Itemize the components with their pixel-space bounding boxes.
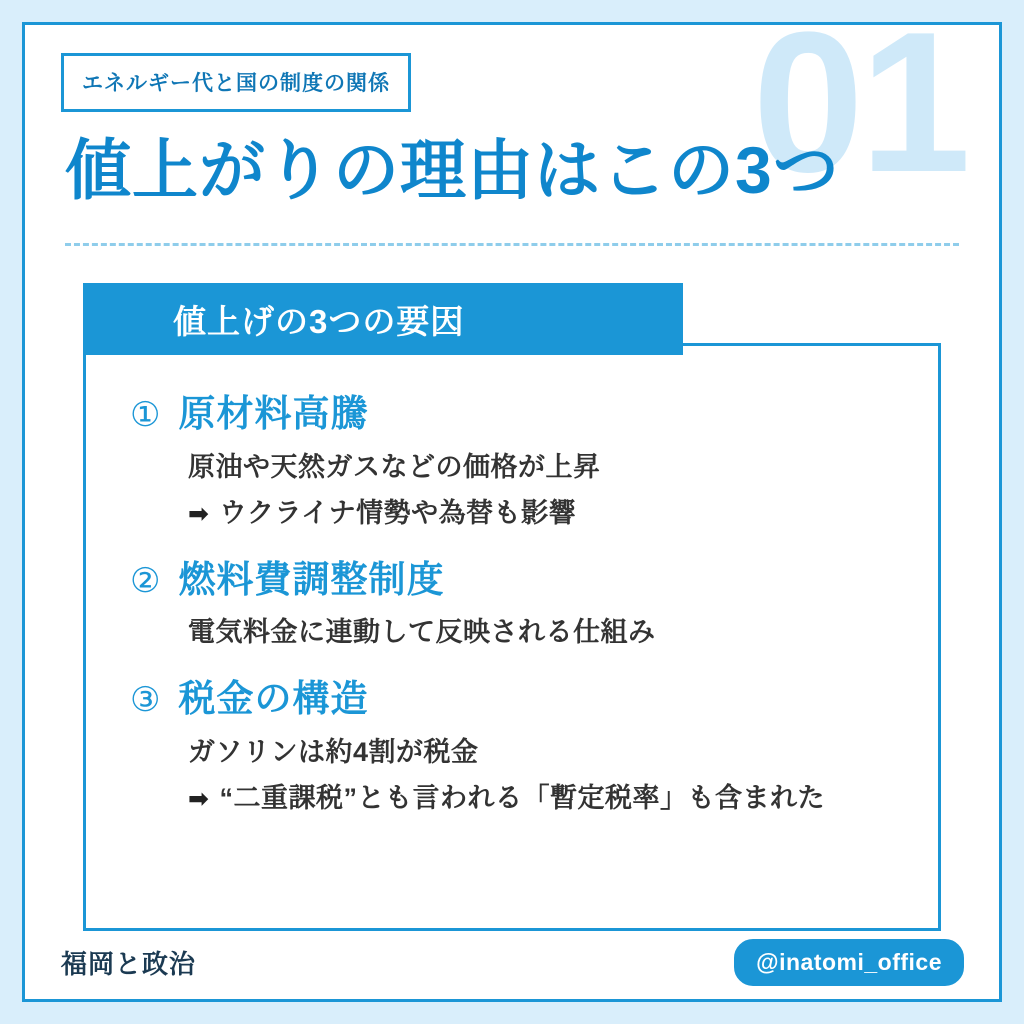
list-item-title: 原材料高騰 [178, 393, 369, 434]
list-item-line: 原油や天然ガスなどの価格が上昇 [188, 451, 601, 482]
factors-panel [83, 343, 941, 931]
list-item-title: 税金の構造 [178, 677, 369, 719]
list-item-subline [188, 778, 898, 819]
list-item-line: ガソリンは約4割が税金 [188, 736, 479, 767]
title-divider [65, 243, 959, 246]
list-item-subline [188, 493, 898, 534]
eyebrow-label: エネルギー代と国の制度の関係 [61, 53, 411, 112]
list-item [130, 394, 898, 534]
list-item [130, 560, 898, 653]
footer-brand: 福岡と政治 [61, 949, 197, 979]
page-title: 値上がりの理由はこの3つ [65, 133, 840, 207]
panel-header-label: 値上げの3つの要因 [173, 302, 465, 340]
list-item-head [130, 394, 898, 435]
list-item-body [188, 447, 898, 534]
arrow-right-icon: ➡ [188, 500, 210, 529]
list-item-title: 燃料費調整制度 [178, 558, 445, 600]
panel-header [83, 283, 683, 355]
arrow-right-icon: ➡ [188, 785, 210, 814]
list-item-line: 電気料金に連動して反映される仕組み [188, 617, 656, 648]
list-item-head [130, 679, 898, 720]
footer-social-handle: @inatomi_office [731, 936, 967, 989]
slide-card [22, 0, 1002, 1002]
list-item-number: ② [130, 561, 161, 600]
list-item-head [130, 560, 898, 601]
list-item-body [188, 612, 898, 653]
list-item-subline-text: ウクライナ情勢や為替も影響 [219, 498, 577, 529]
list-item-number: ③ [130, 680, 161, 719]
list-item-subline-text: “二重課税”とも言われる「暫定税率」も含まれた [219, 783, 825, 814]
slide-number-watermark: 01 [752, 0, 967, 214]
list-item [130, 679, 898, 819]
list-item-body [188, 732, 898, 819]
list-item-number: ① [130, 396, 161, 434]
